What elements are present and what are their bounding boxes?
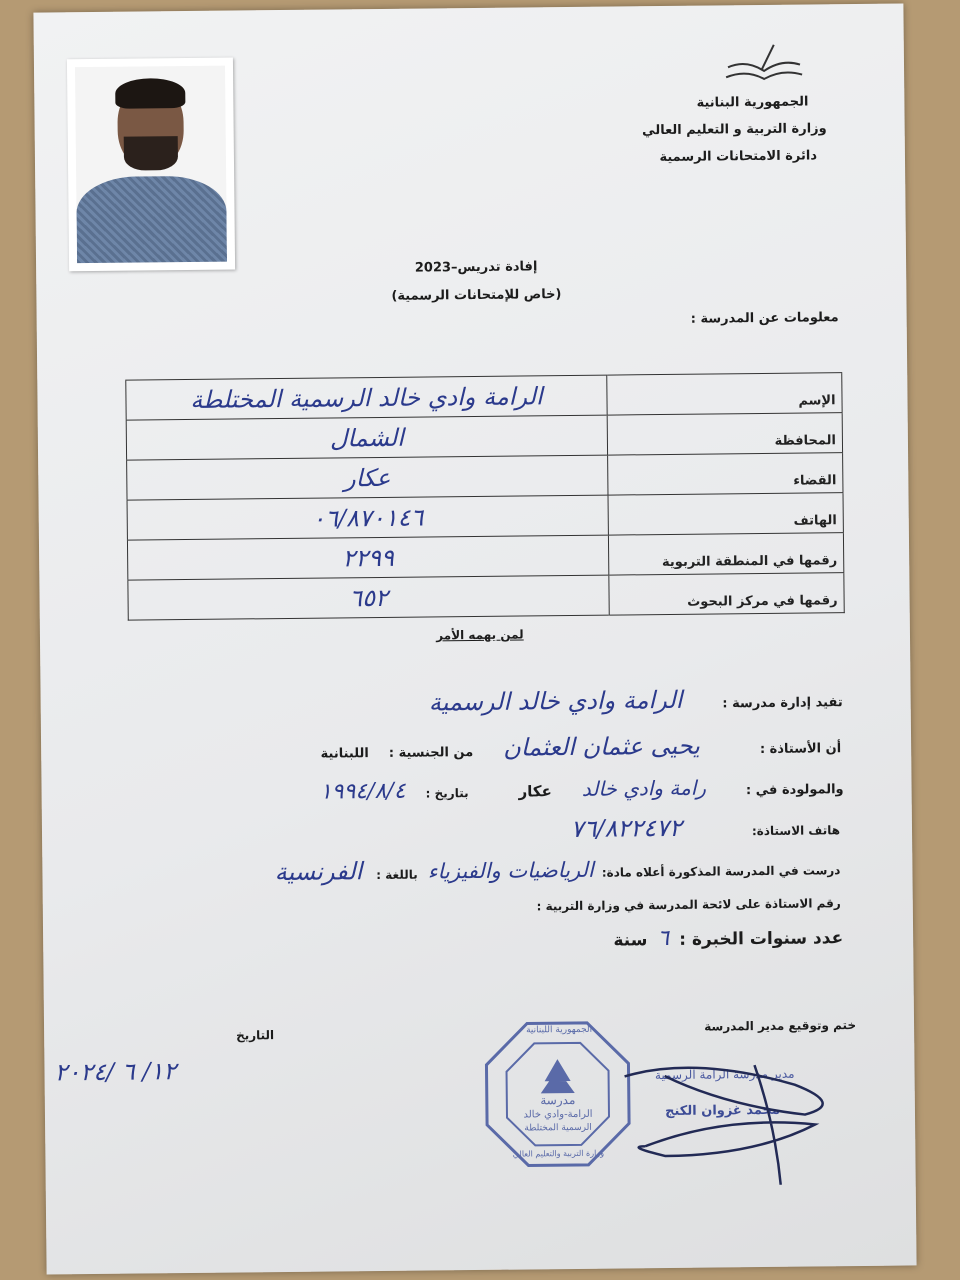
experience-unit: سنة — [613, 930, 648, 951]
document-subtitle: (خاص للإمتحانات الرسمية) — [391, 287, 562, 304]
birth-row — [320, 774, 844, 804]
school-name-value: الرامة وادي خالد الرسمية المختلطة — [126, 375, 607, 420]
birthdate-value: ١٩٩٤/٨/٤ — [319, 778, 406, 805]
cedar-icon — [540, 1059, 574, 1093]
region-number-value: ٢٢٩٩ — [127, 535, 608, 580]
open-book-pen-logo-icon — [724, 43, 804, 84]
school-row — [429, 684, 843, 716]
experience-label: عدد سنوات الخبرة : — [679, 928, 844, 950]
table-row — [128, 573, 844, 620]
birthplace-label: والمولودة في : — [745, 782, 844, 799]
nationality-label: من الجنسية : — [388, 745, 474, 761]
teacher-phone-value: ٧٦/٨٢٢٤٧٢ — [570, 813, 683, 844]
document-page — [33, 3, 916, 1274]
phone-value: ٠٦/٨٧٠١٤٦ — [127, 495, 608, 540]
region-number-label: رقمها في المنطقة التربوية — [608, 533, 843, 575]
registry-label: رقم الاستاذة على لائحة المدرسة في وزارة التربية : — [536, 896, 841, 914]
director-title: مدير مدرسة الرامة الرسمية — [654, 1066, 795, 1083]
teacher-phone-row — [571, 812, 841, 843]
director-signature — [604, 1044, 865, 1187]
school-label: تفيد إدارة مدرسة : — [722, 695, 843, 712]
teacher-label: أن الأستاذة : — [759, 741, 842, 758]
experience-row — [613, 924, 843, 951]
stamp-school-type: الرسمية المختلطة — [524, 1122, 592, 1134]
to-whom-heading: لمن يهمه الأمر — [436, 627, 524, 643]
teacher-phone-label: هاتف الاستاذة: — [751, 823, 841, 839]
nationality-value: اللبنانية — [320, 746, 369, 762]
birthplace-district: عكار — [518, 782, 552, 801]
header-ministry: وزارة التربية و التعليم العالي — [642, 121, 827, 139]
stamp-top-text: الجمهورية اللبنانية — [526, 1024, 593, 1036]
subject-row — [275, 852, 841, 886]
experience-value: ٦ — [657, 925, 670, 952]
school-name-label: الإسم — [607, 373, 842, 415]
date-value: ١٢/ ٦ /٢٠٢٤ — [54, 1057, 177, 1087]
governorate-label: المحافظة — [607, 413, 842, 455]
header-republic: الجمهورية البنانية — [696, 94, 809, 111]
language-label: باللغة : — [376, 867, 418, 883]
birthdate-label: بتاريخ : — [425, 786, 469, 801]
district-label: القضاء — [608, 453, 843, 495]
phone-label: الهاتف — [608, 493, 843, 535]
applicant-photo — [67, 58, 235, 272]
school-info-heading: معلومات عن المدرسة : — [690, 310, 839, 327]
seal-signature-label: ختم وتوقيع مدير المدرسة — [704, 1018, 857, 1034]
birthplace-value: رامة وادي خالد — [581, 775, 707, 801]
school-info-table — [125, 372, 844, 620]
language-value: الفرنسية — [274, 857, 363, 887]
stamp-school-name: الرامة-وادي خالد — [523, 1108, 593, 1121]
subject-value: الرياضيات والفيزياء — [427, 857, 594, 884]
date-label: التاريخ — [235, 1028, 275, 1043]
teacher-row — [320, 730, 841, 763]
governorate-value: الشمال — [126, 415, 607, 460]
research-number-label: رقمها في مركز البحوث — [609, 573, 844, 615]
stamp-bottom-text: وزارة التربية والتعليم العالي — [512, 1148, 605, 1159]
subject-label: درست في المدرسة المذكورة أعلاه مادة: — [601, 863, 841, 880]
header-department: دائرة الامتحانات الرسمية — [659, 148, 818, 166]
research-number-value: ٦٥٢ — [128, 575, 609, 620]
teacher-value: يحيى عثمان العثمان — [503, 731, 701, 762]
stamp-school: مدرسة — [540, 1092, 576, 1108]
director-name: محمد غزوان الكنج — [665, 1102, 781, 1120]
school-value: الرامة وادي خالد الرسمية — [428, 685, 683, 717]
district-value: عكار — [127, 455, 608, 500]
document-title: إفادة تدريس–2023 — [414, 259, 538, 276]
